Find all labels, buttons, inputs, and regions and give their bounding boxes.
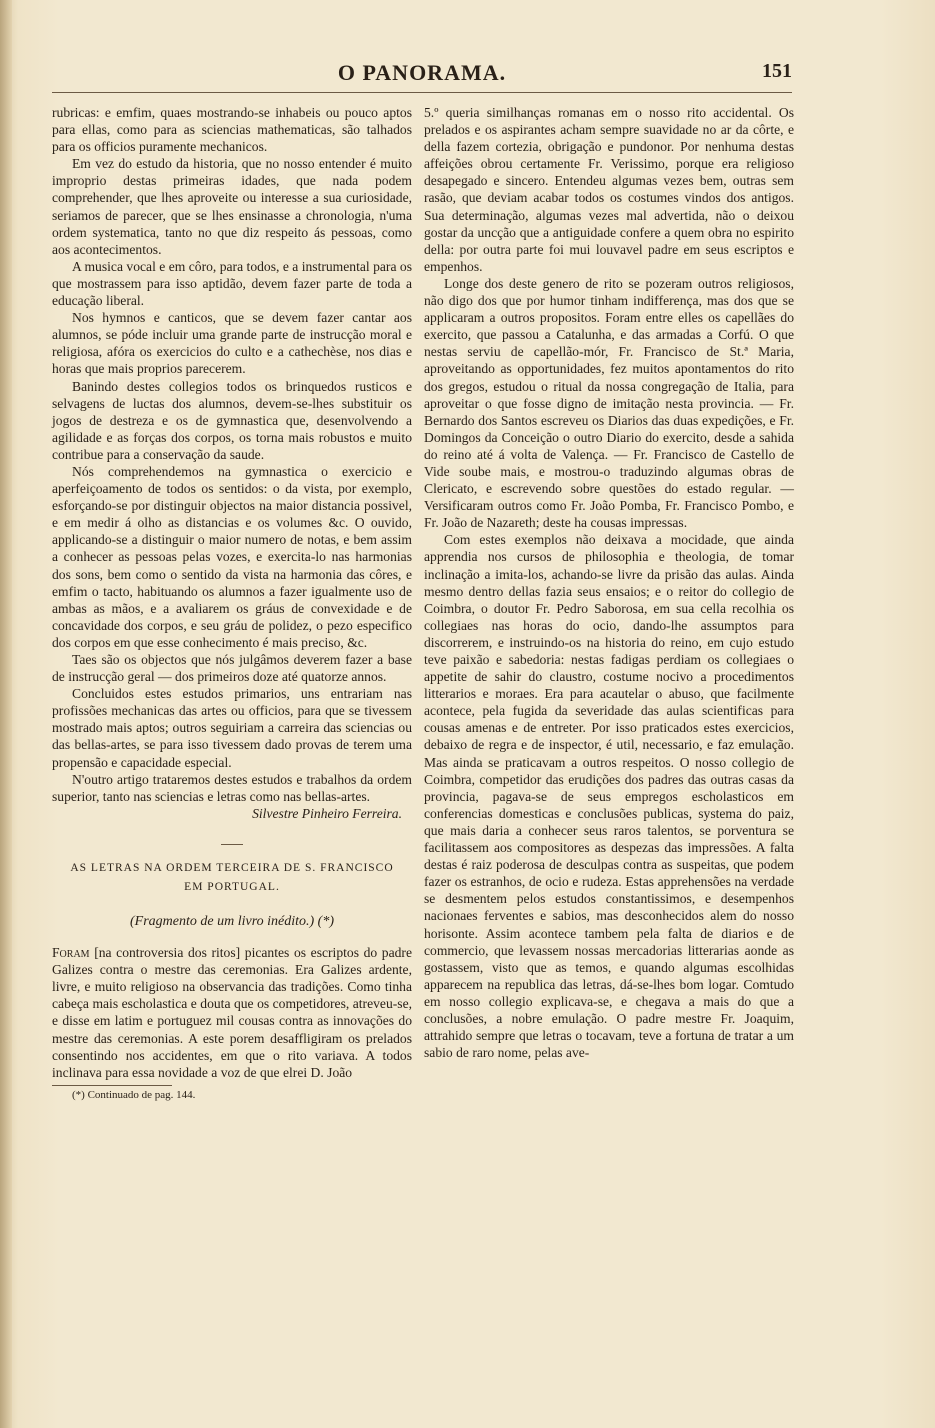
publication-title: O PANORAMA. bbox=[337, 60, 507, 85]
paragraph: Longe dos deste genero de rito se pozeram outros religiosos, não digo dos que por humor tinham indifferença, mas dos que se applicaram a outros propositos. Foram entre elles os capellães do exercito, que passou a Catalunha, e das armadas a Corfú. O que nestas serviu de capellão-mór, Fr. Francisco de St.ª Maria, aproveitando as opportunidades, fez muitos apontamentos do rito dos gregos, estudou o ritual da nossa congregação de Italia, para aproveitar o que fosse digno de imitação nesta provincia. — Fr. Bernardo dos Santos escreveu os Diarios das duas expedições, e Fr. Domingos da Conceição o outro Diario do exercito, desde a sahida do reino até á volta de Valença. — Fr. Francisco de Castello de Vide soube mais, e mostrou-o traduzindo algumas obras de Clericato, e escrevendo sobre questões do estado regular. — Versificaram outros como Fr. João Pomba, Fr. Francisco Pombo, e Fr. João de Nazareth; deste ha cousas impressas. bbox=[424, 275, 794, 531]
author-signature: Silvestre Pinheiro Ferreira. bbox=[252, 805, 402, 821]
article-text: [na controversia dos ritos] picantes os escriptos do padre Galizes contra o mestre das ceremonias. Era Galizes ardente, livre, e muito religioso na observancia das tradições. Como tinha cabeça mais escholastica e douta que os competidores, atreveu-se, e disse em latim e portuguez mil cousas contra as innovações do mestre das ceremonias. A este porem desaffligiram os prelados consentindo nos accidentes, em que o rito variava. A todos inclinava para essa novidade a voz de que elrei D. João bbox=[52, 945, 412, 1080]
article-separator bbox=[221, 844, 243, 845]
page-binding-edge bbox=[0, 0, 12, 1428]
page-number: 151 bbox=[762, 60, 792, 82]
paragraph: N'outro artigo trataremos destes estudos e trabalhos da ordem superior, tanto nas sciencias e letras como nas bellas-artes. bbox=[52, 771, 412, 804]
paragraph: Nós comprehendemos na gymnastica o exercicio e aperfeiçoamento de todos os sentidos: o da vista, por exemplo, esforçando-se por distinguir objectos na maior distancia possivel, e em medir á olho as distancias e os volumes &c. O ouvido, applicando-se a distinguir o maior numero de notas, e bem assim a conhecer as pessoas pelas vozes, e exercita-lo nas harmonias dos sons, bem como o sentido da vista na harmonia das côres, e emfim o tacto, habituando os alumnos a fazer igualmente uso de ambas as mãos, e a avaliarem os gráus de convexidade e de concavidade dos corpos, e seu gráu de polidez, o pezo especifico dos corpos em que esse conhecimento é mais preciso, &c. bbox=[52, 463, 412, 650]
footnote-rule bbox=[52, 1085, 172, 1086]
page-header bbox=[52, 52, 792, 92]
right-column bbox=[424, 104, 794, 1061]
header-rule bbox=[52, 92, 792, 93]
paragraph: Em vez do estudo da historia, que no nosso entender é muito improprio destas primeiras idades, que nada podem comprehender, que lhes aproveite ou interesse a sua curiosidade, seriamos de parecer, que se lhes ensinasse a chronologia, n'uma ordem systematica, tanto no que diz respeito ás pessoas, como aos acontecimentos. bbox=[52, 156, 412, 257]
paragraph: Banindo destes collegios todos os brinquedos rusticos e selvagens de luctas dos alumnos, devem-se-lhes substituir os jogos de destreza e os de gymnastica que, desenvolvendo a agilidade e as forças dos corpos, os torna mais robustos e muito contribue para a conservação da saude. bbox=[52, 378, 412, 462]
article-heading-line2: EM PORTUGAL. bbox=[184, 880, 280, 893]
paragraph: Com estes exemplos não deixava a mocidade, que ainda apprendia nos cursos de philosophia e theologia, de tomar inclinação a imita-los, achando-se livre da prisão das aulas. Ainda mesmo dentro dellas fazia seus ensaios; e o reitor do collegio de Coimbra, o doutor Fr. Pedro Saborosa, em sua cella recolhia os collegiaes nas horas do ocio, dando-lhe assumptos para discorrerem, e instruindo-os na historia do reino, em cujo estudo teve paixão e sabedoria: nestas fadigas perdiam os collegiaes o appetite de sahir do claustro, costume nocivo a procedimentos litterarios e moraes. Era para acautelar o abuso, que facilmente acontece, pela fugida da severidade das aulas scientificas para cousas amenas e de entreter. Por isso praticados estes exercicios, debaixo de regra e de inspector, é util, necessario, e faz emulação. Mas ainda se praticavam a outros respeitos. O nosso collegio de Coimbra, competidor das erudições dos padres das outras casas da provincia, pagava-se de seus empregos escholasticos em conferencias domesticas e conclusões publicas, systema do paiz, que mais daria a conhecer seus raros talentos, se porventura se facilitassem aos compositores as despezas das impressões. A falta destas é raiz poderosa de desculpas contra as suspeitas, que podem fazer os estranhos, de ocio e rudeza. Estas apprehensões na verdade se desmentem pelos estudos constantissimos, e desempenhos nacionaes ferventes e sabios, mas desconhecidos alem do nosso horisonte. Assim acontece tambem pela falta de diarios e de commercio, que levassem nossas mercadorias litterarias aonde as gostassem, visto que as temos, e quando algumas escolhidas apparecem na republica das letras, dá-se-lhes bom logar. Comtudo em nosso collegio explicava-se, e chegava a mais do que a conclusões, a nobre emulação. O padre mestre Fr. Joaquim, attrahido sempre que letras o tocavam, teve a fortuna de tratar a um sabio de raro nome, pelas ave- bbox=[424, 532, 794, 1061]
paragraph: A musica vocal e em côro, para todos, e a instrumental para os que mostrassem para isso aptidão, devem fazer parte de toda a educação liberal. bbox=[52, 258, 412, 309]
article-first-paragraph bbox=[52, 944, 412, 1081]
left-column bbox=[52, 104, 412, 1102]
paragraph: Concluidos estes estudos primarios, uns entrariam nas profissões mechanicas das artes ou officios, para que se tivessem mostrado mais aptos; outros seguiriam a carreira das sciencias ou das bellas-artes, se para isso tivessem dado provas de terem uma propensão e capacidade especial. bbox=[52, 686, 412, 770]
article-lead-word: Foram bbox=[52, 945, 90, 961]
paragraph: 5.º queria similhanças romanas em o nosso rito accidental. Os prelados e os aspirantes acham sempre suavidade no ar da côrte, e della fazem cortezia, obrigação e pundonor. Por nenhuma destas affeições obrou certamente Fr. Verissimo, porque era religioso desapegado e sincero. Entendeu algumas vezes bem, outras sem rasão, que deviam acabar todos os costumes vindos dos antigos. Sua determinação, algumas vezes mal advertida, não o deixou gostar da uncção que a antiguidade confere a quem obra no espirito della: por outra parte foi mui louvavel padre em seus escriptos e empenhos. bbox=[424, 105, 794, 274]
article-heading-line1: AS LETRAS NA ORDEM TERCEIRA DE S. FRANCISCO bbox=[70, 861, 394, 874]
paragraph: rubricas: e emfim, quaes mostrando-se inhabeis ou pouco aptos para ellas, como para as sciencias mathematicas, são talhados para os officios puramente mechanicos. bbox=[52, 105, 412, 155]
article-heading bbox=[52, 859, 412, 897]
article-subheading: (Fragmento de um livro inédito.) (*) bbox=[130, 913, 334, 929]
footnote: (*) Continuado de pag. 144. bbox=[72, 1088, 196, 1101]
paragraph: Taes são os objectos que nós julgâmos deverem fazer a base de instrucção geral — dos primeiros doze até quatorze annos. bbox=[52, 652, 412, 685]
paragraph: Nos hymnos e canticos, que se devem fazer cantar aos alumnos, se póde incluir uma grande parte de instrucção moral e religiosa, afóra os exercicios do culto e a cathechèse, nos dias e horas que mais proprios parecerem. bbox=[52, 310, 412, 377]
